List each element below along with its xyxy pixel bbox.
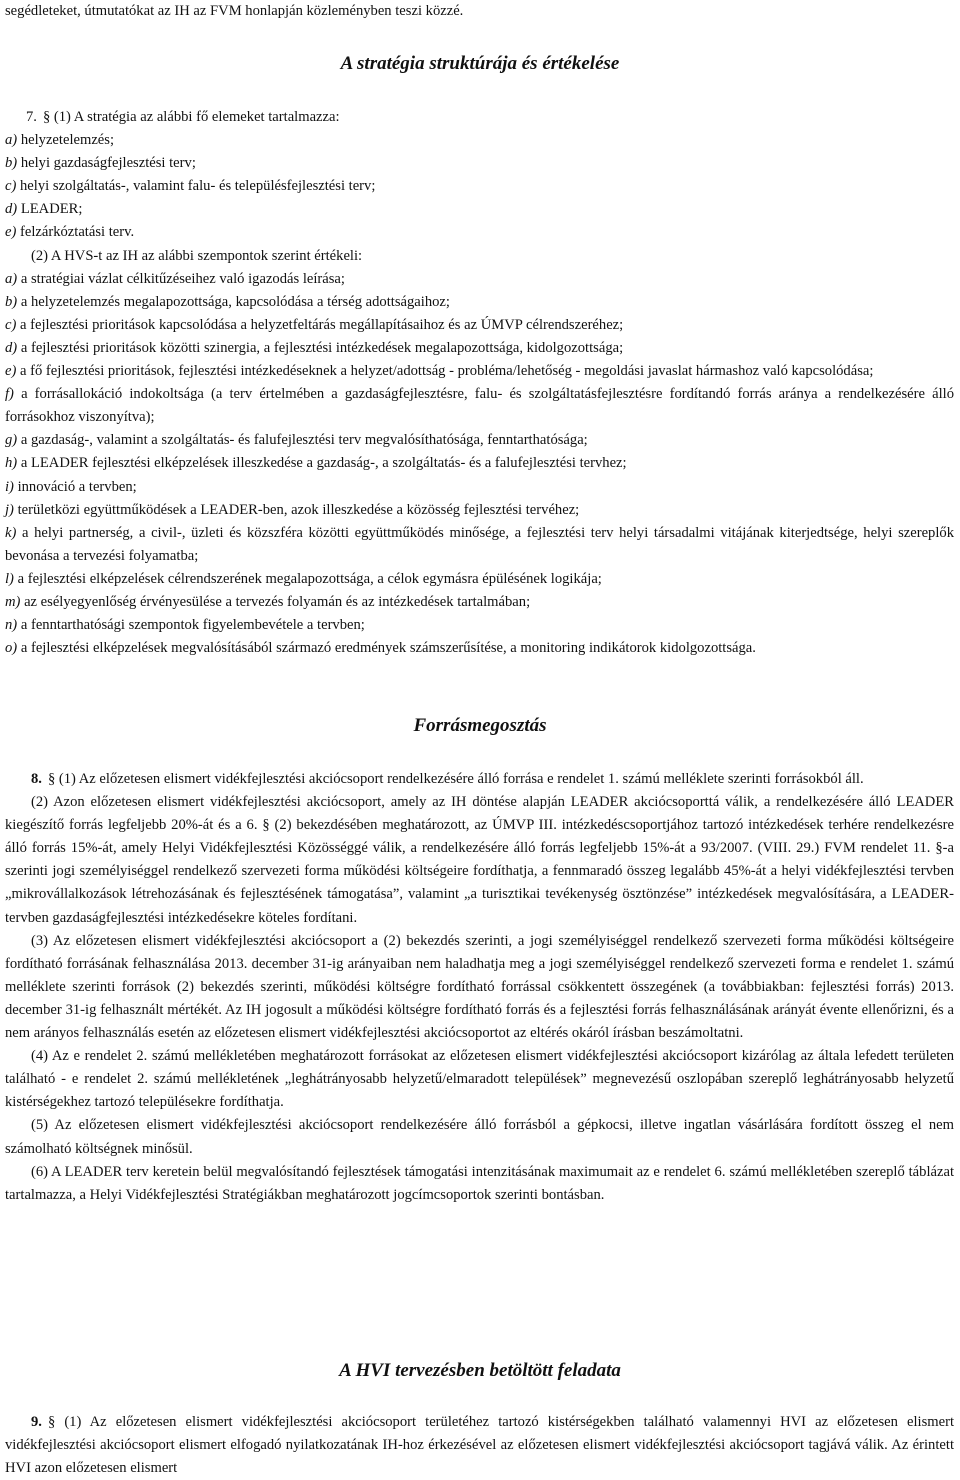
list-item: i) innováció a tervben;: [5, 478, 137, 495]
list-item: d) a fejlesztési prioritások közötti szinergia, a fejlesztési intézkedések megalapozottsága, kidolgozottsága;: [5, 339, 624, 356]
list-item: e) felzárkóztatási terv.: [5, 224, 135, 241]
list-item: c) helyi szolgáltatás-, valamint falu- és településfejlesztési terv;: [5, 178, 376, 195]
list-item: b) a helyzetelemzés megalapozottsága, kapcsolódása a térség adottságaihoz;: [5, 293, 450, 310]
section-8-para-5: (5) Az előzetesen elismert vidékfejlesztési akciócsoport rendelkezésére álló forrásból a gépkocsi, illetve ingatlan vásárlására fordított összeg el nem számolható költségnek minősül.: [5, 1117, 954, 1157]
section-8-para-2: (2) Azon előzetesen elismert vidékfejlesztési akciócsoport, amely az IH döntése alapján LEADER akciócsoporttá válik, a rendelkezésére álló LEADER kiegészítő forrás legfeljebb 20%-át és a 6. § (2) bekezdésében meghatározott, az ÚMVP III. intézkedéscsoportjához tartozó intézkedések terhére rendelkezésre álló forrás 15%-át, amely Helyi Vidékfejlesztési Közösséggé válik, a rendelkezésére álló forrás legfeljebb 15%-át a 93/2007. (VIII. 29.) FVM rendelet 11. §-a szerinti jogi személyiséggel rendelkező szervezeti forma működési költségeire fordíthatja, a fennmaradó összeg legalább 45%-át a helyi vidékfejlesztési tervben „mikrovállalkozások létrehozásának és fejlesztésének támogatása”, valamint „a turisztikai tevékenység ösztönzése” intézkedések megvalósítására, a LEADER-tervben gazdaságfejlesztési intézkedésekre köteles fordítani.: [5, 794, 954, 926]
list-item: e) a fő fejlesztési prioritások, fejlesztési intézkedéseknek a helyzet/adottság - probléma/lehetőség - megoldási javaslat hármashoz való kapcsolódása;: [5, 363, 874, 380]
list-item: m) az esélyegyenlőség érvényesülése a tervezés folyamán és az intézkedések tartalmában;: [5, 593, 531, 610]
list-item: d) LEADER;: [5, 201, 83, 218]
heading-resource-allocation: Forrásmegosztás: [413, 715, 547, 736]
heading-hvi-role: A HVI tervezésben betöltött feladata: [339, 1360, 621, 1381]
list-item: c) a fejlesztési prioritások kapcsolódása a helyzetfeltárás megállapításaihoz és az ÚMVP célrendszeréhez;: [5, 316, 624, 333]
list-item: g) a gazdaság-, valamint a szolgáltatás- és falufejlesztési terv megvalósíthatósága, fenntarthatósága;: [5, 432, 588, 449]
section-8-para-4: (4) Az e rendelet 2. számú mellékletében meghatározott forrásokat az előzetesen elismert vidékfejlesztési akciócsoport kizárólag az általa lefedett területen található - e rendelet 2. számú mellékletének „leghátrányosabb helyzetű/elmaradott települések” megnevezésű oszlopában szereplő leghátrányosabb helyzetű kistérségekhez tartozó településekre fordíthatja.: [5, 1048, 954, 1111]
section-7-list-2: [5, 268, 954, 661]
section-8: [5, 768, 954, 1207]
heading-strategy-structure: A stratégia struktúrája és értékelése: [340, 53, 620, 74]
list-item: h) a LEADER fejlesztési elképzelések illeszkedése a gazdaság-, a szolgáltatás- és a falufejlesztési tervhez;: [5, 455, 627, 472]
section-9-number: 9.: [31, 1414, 42, 1430]
section-8-para-1: 8. § (1) Az előzetesen elismert vidékfejlesztési akciócsoport rendelkezésére álló forrása e rendelet 1. számú melléklete szerinti forrásokból áll.: [31, 771, 864, 787]
section-7-para-2-intro: (2) A HVS-t az IH az alábbi szempontok szerint értékeli:: [31, 247, 363, 264]
section-7: [5, 106, 954, 660]
section-8-number: 8.: [31, 771, 42, 787]
list-item: a) helyzetelemzés;: [5, 132, 115, 149]
section-7-intro: [5, 106, 954, 129]
list-item: l) a fejlesztési elképzelések célrendszerének megalapozottsága, a célok egymásra épülésének logikája;: [5, 570, 602, 587]
section-7-list-1: [5, 129, 954, 244]
top-line: segédleteket, útmutatókat az IH az FVM honlapján közleményben teszi közzé.: [5, 3, 464, 19]
section-7-intro-text: § (1) A stratégia az alábbi fő elemeket tartalmazza:: [42, 109, 340, 125]
list-item: f) a forrásallokáció indokoltsága (a terv értelmében a gazdaságfejlesztésre, falu- és szolgáltatásfejlesztésre fordítandó forrás aránya a rendelkezésére álló forrásokhoz viszonyítva);: [5, 386, 954, 426]
section-8-para-3: (3) Az előzetesen elismert vidékfejlesztési akciócsoport a (2) bekezdés szerinti, a jogi személyiséggel rendelkező szervezeti forma működési költségeire fordítható forrásának felhasználása 2013. december 31-ig arányaiban nem haladhatja meg a jogi személyiséggel rendelkező szervezeti forma e rendelet 1. számú melléklete szerinti források (2) bekezdés szerinti, működési költségre fordítható forrással csökkentett összegének (a továbbiakban: fejlesztési forrás) 2013. december 31-ig felhasznált mértékét. Az IH jogosult a működési költségre fordítható forrás és a fejlesztési forrás felhasználásának arányát évente ellenőrizni, és a nem arányos felhasználás esetén az előzetesen elismert vidékfejlesztési akciócsoportot az eltérés okáról írásban beszámoltatni.: [5, 932, 954, 1042]
list-item: a) a stratégiai vázlat célkitűzéseihez való igazodás leírása;: [5, 270, 345, 287]
list-item: k) a helyi partnerség, a civil-, üzleti és közszféra közötti együttműködés minősége, a fejlesztési terv helyi társadalmi vitájának kiterjedtsége, helyi szereplők bevonása a tervezési folyamatba;: [5, 524, 954, 564]
section-9: [5, 1411, 954, 1480]
section-9-para-1: 9. § (1) Az előzetesen elismert vidékfejlesztési akciócsoport területéhez tartozó kistérségekben található valamennyi HVI az előzetesen elismert vidékfejlesztési akciócsoport elismert elfogadó nyilatkozatának IH-hoz érkezésével az előzetesen elismert vidékfejlesztési akciócsoport tagjává válik. Az érintett HVI azon előzetesen elismert: [5, 1414, 954, 1477]
list-item: b) helyi gazdaságfejlesztési terv;: [5, 155, 196, 172]
list-item: o) a fejlesztési elképzelések megvalósításából származó eredmények számszerűsítése, a monitoring indikátorok kidolgozottsága.: [5, 640, 756, 657]
section-7-number: 7.: [26, 109, 37, 125]
list-item: j) területközi együttműködések a LEADER-ben, azok illeszkedése a közösség fejlesztési tervéhez;: [5, 501, 580, 518]
list-item: n) a fenntarthatósági szempontok figyelembevétele a tervben;: [5, 617, 365, 634]
section-8-para-6: (6) A LEADER terv keretein belül megvalósítandó fejlesztések támogatási intenzitásának maximumait az e rendelet 6. számú mellékletében szereplő táblázat tartalmazza, a Helyi Vidékfejlesztési Stratégiákban meghatározott jogcímcsoportok szerinti bontásban.: [5, 1163, 954, 1203]
